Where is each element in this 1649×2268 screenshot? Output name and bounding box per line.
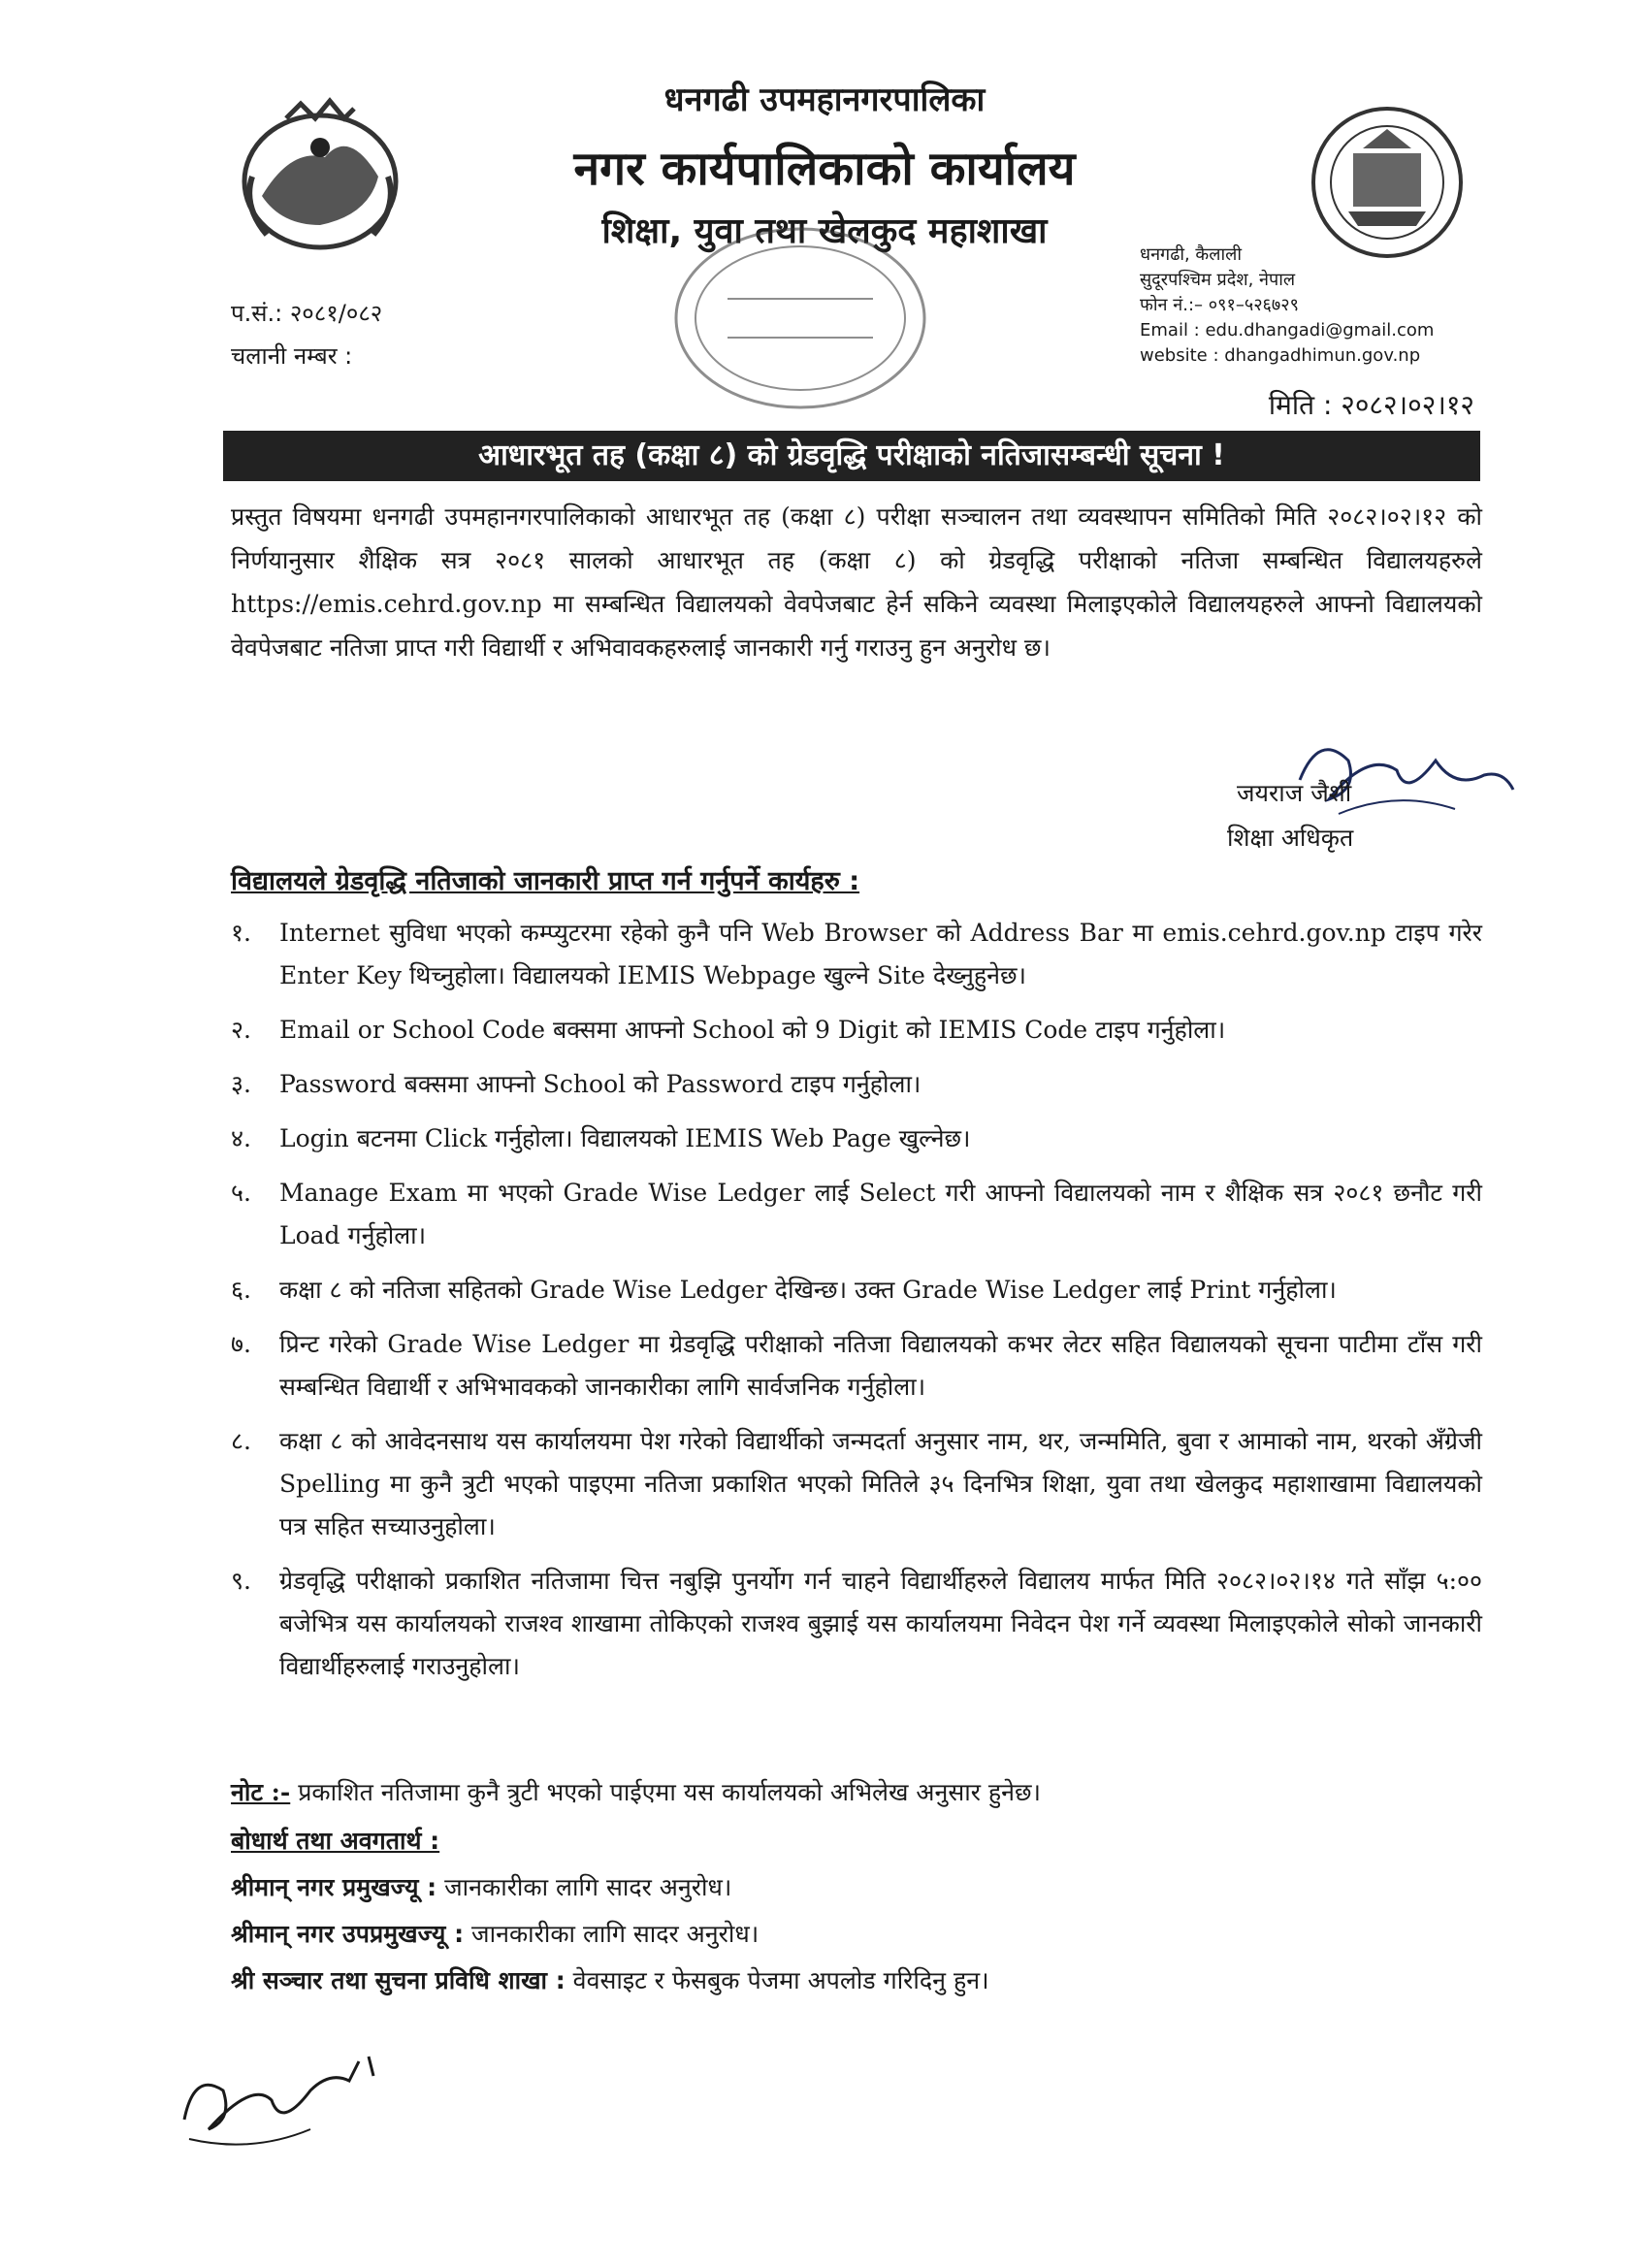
list-item: ५. Manage Exam मा भएको Grade Wise Ledger लाई Select गरी आफ्नो विद्यालयको नाम र शैक्षिक सत्र २०८१ छनौट गरी Load गर्नुहोला। <box>231 1179 1482 1249</box>
phone: फोन नं.:– ०९१–५२६७२९ <box>1140 295 1299 315</box>
office-stamp-icon <box>669 221 931 415</box>
list-item: ८. कक्षा ८ को आवेदनसाथ यस कार्यालयमा पेश गरेको विद्यार्थीको जन्मदर्ता अनुसार नाम, थर, जन्ममिति, बुवा र आमाको नाम, थरको अँग्रेजी Spelling मा कुनै त्रुटी भएको पाइएमा नतिजा प्रकाशित भएको मितिले ३५ दिनभित्र शिक्षा, युवा तथा खेलकुद महाशाखामा विद्यालयको पत्र सहित सच्याउनुहोला। <box>231 1427 1482 1540</box>
address-line-1: धनगढी, कैलाली <box>1140 244 1242 265</box>
department-name: शिक्षा, युवा तथा खेलकुद महाशाखा <box>601 211 1048 251</box>
cc-item: श्रीमान् नगर उपप्रमुखज्यू : जानकारीका लागि सादर अनुरोध। <box>231 1920 760 1948</box>
cc-item: श्रीमान् नगर प्रमुखज्यू : जानकारीका लागि सादर अनुरोध। <box>231 1873 732 1901</box>
address-line-2: सुदूरपश्चिम प्रदेश, नेपाल <box>1140 270 1296 290</box>
cc-item: श्री सञ्चार तथा सुचना प्रविधि शाखा : वेवसाइट र फेसबुक पेजमा अपलोड गरिदिनु हुन। <box>231 1966 989 1994</box>
list-item: ७. प्रिन्ट गरेको Grade Wise Ledger मा ग्रेडवृद्धि परीक्षाको नतिजा विद्यालयको कभर लेटर सहित विद्यालयको सूचना पाटीमा टाँस गरी सम्बन्धित विद्यार्थी र अभिभावकको जानकारीका लागि सार्वजनिक गर्नुहोला। <box>231 1330 1482 1401</box>
list-item: २. Email or School Code बक्समा आफ्नो School को 9 Digit को IEMIS Code टाइप गर्नुहोला। <box>231 1016 1226 1044</box>
list-item: ६. कक्षा ८ को नतिजा सहितको Grade Wise Ledger देखिन्छ। उक्त Grade Wise Ledger लाई Print गर्नुहोला। <box>231 1276 1337 1304</box>
notice-body: प्रस्तुत विषयमा धनगढी उपमहानगरपालिकाको आधारभूत तह (कक्षा ८) परीक्षा सञ्चालन तथा व्यवस्थापन समितिको मिति २०८२।०२।१२ को निर्णयानुसार शैक्षिक सत्र २०८१ सालको आधारभूत तह (कक्षा ८) को ग्रेडवृद्धि परीक्षाको नतिजा सम्बन्धित विद्यालयहरुले https://emis.cehrd.gov.np मा सम्बन्धित विद्यालयको वेवपेजबाट हेर्न सकिने व्यवस्था मिलाइएकोले विद्यालयहरुले आफ्नो विद्यालयको वेवपेजबाट नतिजा प्राप्त गरी विद्यार्थी र अभिवावकहरुलाई जानकारी गर्नु गराउनु हुन अनुरोध छ। <box>231 502 1482 662</box>
municipality-name: धनगढी उपमहानगरपालिका <box>663 81 986 119</box>
dispatch-number: चलानी नम्बर : <box>231 342 353 370</box>
note-text: प्रकाशित नतिजामा कुनै त्रुटी भएको पाईएमा यस कार्यालयको अभिलेख अनुसार हुनेछ। <box>290 1778 1042 1806</box>
list-item: ३. Password बक्समा आफ्नो School को Password टाइप गर्नुहोला। <box>231 1070 922 1098</box>
note <box>231 1775 1041 1808</box>
list-item: ९. ग्रेडवृद्धि परीक्षाको प्रकाशित नतिजामा चित्त नबुझि पुनर्योग गर्न चाहने विद्यार्थीहरुले विद्यालय मार्फत मिति २०८२।०२।१४ गते साँझ ५:०० बजेभित्र यस कार्यालयको राजश्व शाखामा तोकिएको राजश्व बुझाई यस कार्यालयमा निवेदन पेश गर्ने व्यवस्था मिलाइएकोले सोको जानकारी विद्यार्थीहरुलाई गराउनुहोला। <box>231 1567 1482 1680</box>
signatory-title: शिक्षा अधिकृत <box>1227 824 1354 852</box>
contact-block <box>1140 243 1434 369</box>
note-label: नोट :- <box>231 1778 291 1806</box>
list-item: ४. Login बटनमा Click गर्नुहोला। विद्यालयको IEMIS Web Page खुल्नेछ। <box>231 1124 971 1152</box>
office-name: नगर कार्यपालिकाको कार्यालय <box>573 142 1076 196</box>
notice-title: आधारभूत तह (कक्षा ८) को ग्रेडवृद्धि परीक्षाको नतिजासम्बन्धी सूचना ! <box>223 431 1480 481</box>
cc-heading: बोधार्थ तथा अवगतार्थ : <box>231 1827 440 1855</box>
tasks-heading: विद्यालयले ग्रेडवृद्धि नतिजाको जानकारी प्राप्त गर्न गर्नुपर्ने कार्यहरु : <box>231 866 860 896</box>
signatory-name: जयराज जैशी <box>1237 779 1352 807</box>
email: Email : edu.dhangadi@gmail.com <box>1140 320 1435 340</box>
signature-icon <box>165 2032 398 2168</box>
tasks-list <box>231 912 1482 1700</box>
notice-date: मिति : २०८२।०२।१२ <box>1268 389 1474 421</box>
website: website : dhangadhimun.gov.np <box>1140 345 1421 366</box>
list-item: १. Internet सुविधा भएको कम्प्युटरमा रहेको कुनै पनि Web Browser को Address Bar मा emis.cehrd.gov.np टाइप गरेर Enter Key थिच्नुहोला। विद्यालयको IEMIS Webpage खुल्ने Site देख्नुहुनेछ। <box>231 919 1482 989</box>
reference-number: प.सं.: २०८१/०८२ <box>231 300 383 327</box>
